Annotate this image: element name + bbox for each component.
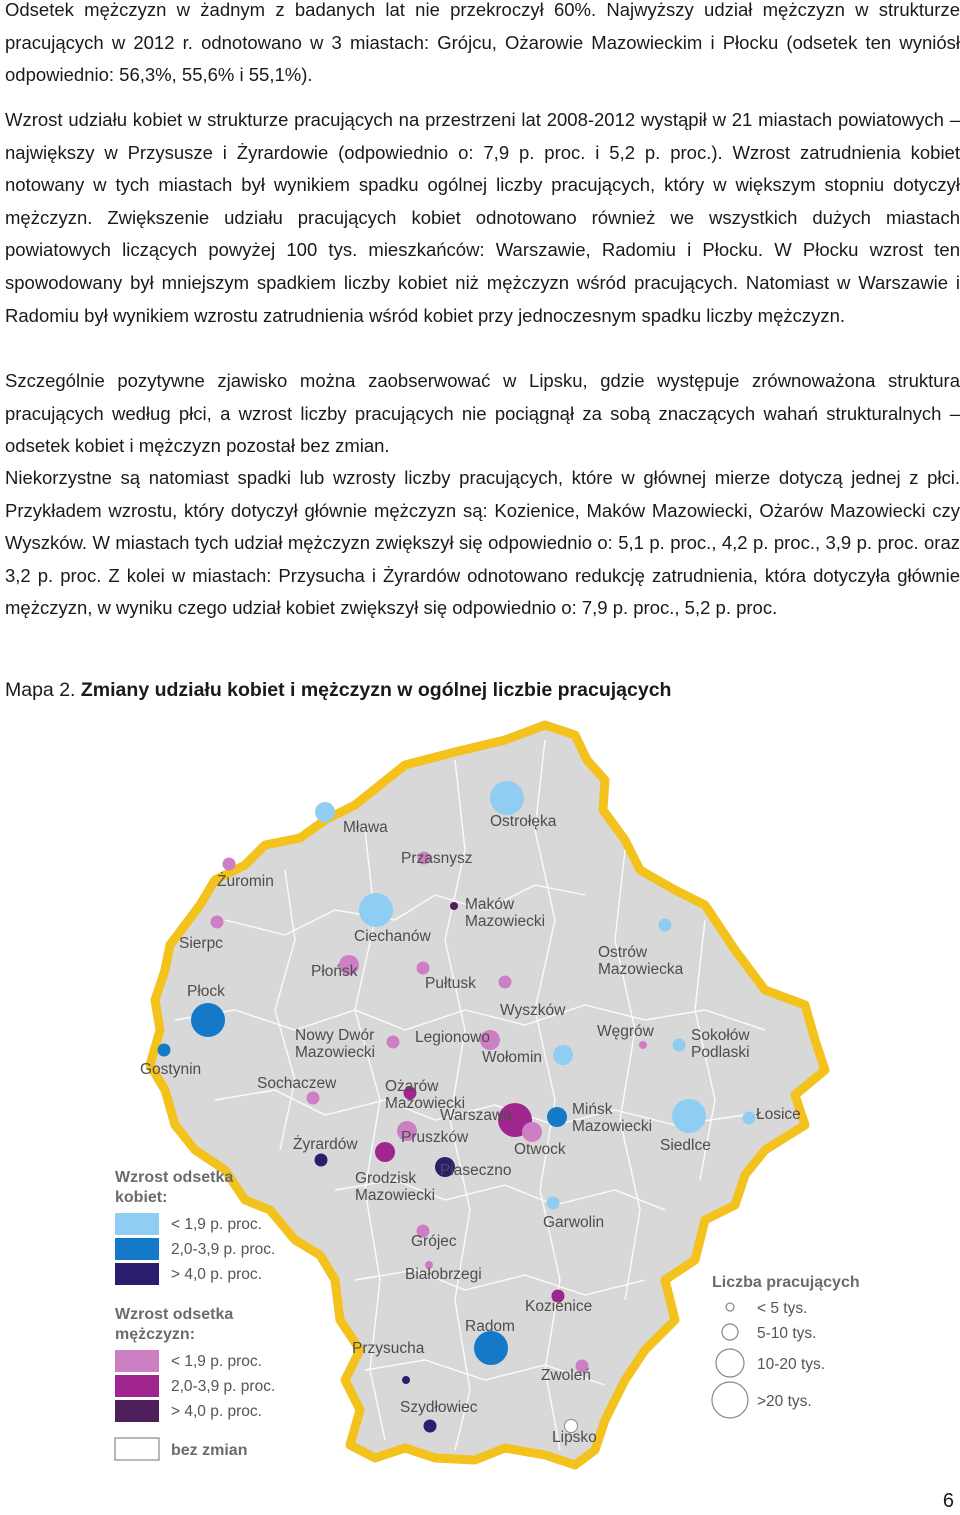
city-marker — [417, 962, 430, 975]
city-marker — [359, 893, 393, 927]
city-label: Żyrardów — [293, 1136, 358, 1153]
legend-size-circle-3 — [716, 1349, 744, 1377]
paragraph-lipsko: Szczególnie pozytywne zjawisko można zaobserwować w Lipsku, gdzie występuje zrównoważona struktura pracujących według płci, a wzrost liczby pracujących nie pociągnął za sobą znaczących wahań strukturalnych – odsetek kobiet i mężczyzn pozostał bez zmian. — [5, 370, 960, 457]
city-marker — [375, 1142, 395, 1162]
city-label: Ożarów Mazowiecki — [385, 1078, 466, 1112]
legend-size-circle-2 — [722, 1324, 738, 1340]
city-marker — [211, 916, 224, 929]
legend-men-title-2: mężczyzn: — [115, 1326, 196, 1343]
legend-size — [712, 1274, 860, 1418]
city-label: Sokołów Podlaski — [691, 1027, 750, 1061]
legend-women-mid: 2,0-3,9 p. proc. — [171, 1241, 276, 1258]
legend-nochange-swatch — [115, 1438, 159, 1460]
city-marker — [672, 1099, 706, 1133]
city-marker — [522, 1122, 542, 1142]
city-label: Przysucha — [352, 1340, 425, 1357]
legend-size-circle-1 — [726, 1303, 734, 1311]
legend-men-high: > 4,0 p. proc. — [171, 1403, 262, 1420]
city-marker — [639, 1041, 647, 1049]
legend-men-title-1: Wzrost odsetka — [115, 1306, 234, 1323]
city-label: Przasnysz — [401, 850, 473, 867]
city-label: Zwoleń — [541, 1367, 591, 1384]
legend-women-title-2: kobiet: — [115, 1189, 168, 1206]
city-label: Ciechanów — [354, 928, 431, 945]
city-marker — [743, 1112, 756, 1125]
city-marker — [424, 1420, 437, 1433]
city-label: Pułtusk — [425, 975, 476, 992]
legend-women-swatch-high — [115, 1263, 159, 1285]
city-label: Wołomin — [482, 1049, 543, 1066]
legend-men-low: < 1,9 p. proc. — [171, 1353, 262, 1370]
city-marker — [499, 976, 512, 989]
city-marker — [553, 1045, 573, 1065]
city-label: Wyszków — [500, 1002, 566, 1019]
city-marker — [673, 1039, 686, 1052]
city-label: Legionowo — [415, 1029, 490, 1046]
legend-size-4: >20 tys. — [757, 1393, 812, 1410]
city-marker — [387, 1036, 400, 1049]
city-label: Siedlce — [660, 1137, 711, 1154]
city-marker — [307, 1092, 320, 1105]
city-marker — [547, 1107, 567, 1127]
map-caption-title: Zmiany udziału kobiet i mężczyzn w ogólnej liczbie pracujących — [80, 679, 672, 701]
city-marker — [223, 858, 236, 871]
city-label: Garwolin — [543, 1214, 605, 1231]
paragraph-unfavourable: Niekorzystne są natomiast spadki lub wzrosty liczby pracujących, które w głównej mierze dotyczą jednej z płci. Przykładem wzrostu, który dotyczył głównie mężczyzn są: Kozienice, Maków Mazowiecki, Ożarów Mazowiecki czy Wyszków. W miastach tych udział mężczyzn zwiększył się odpowiednio o: 5,1 p. proc., 4,2 p. proc., 3,9 p. proc. oraz 3,2 p. proc. Z kolei w miastach: Przysucha i Żyrardów odnotowano redukcję zatrudnienia, która dotyczyła głównie mężczyzn, w wyniku czego udział kobiet zwiększył się odpowiednio o: 7,9 p. proc., 5,2 p. proc. — [5, 467, 960, 619]
city-label: Grójec — [411, 1233, 457, 1250]
legend-women-swatch-mid — [115, 1238, 159, 1260]
city-label: Radom — [465, 1318, 515, 1335]
city-marker — [315, 1154, 328, 1167]
city-label: Otwock — [514, 1141, 566, 1158]
legend-size-2: 5-10 tys. — [757, 1325, 817, 1342]
city-marker — [158, 1044, 171, 1057]
legend-women-swatch-low — [115, 1213, 159, 1235]
city-marker — [450, 902, 458, 910]
legend-men — [115, 1306, 275, 1460]
city-label: Mińsk Mazowiecki — [572, 1101, 653, 1135]
city-label: Warszawa — [440, 1107, 512, 1124]
legend-women-low: < 1,9 p. proc. — [171, 1216, 262, 1233]
paragraph-men-share: Odsetek mężczyzn w żadnym z badanych lat nie przekroczył 60%. Najwyższy udział mężczyzn w strukturze pracujących w 2012 r. odnotowano w 3 miastach: Grójcu, Ożarowie Mazowieckim i Płocku (odsetek ten wyniósł odpowiednio: 56,3%, 55,6% i 55,1%). — [5, 0, 960, 86]
city-marker — [191, 1003, 225, 1037]
city-label: Gostynin — [140, 1061, 202, 1078]
mazovia-map — [105, 720, 865, 1480]
city-label: Kozienice — [525, 1298, 593, 1315]
city-label: Lipsko — [552, 1429, 597, 1446]
city-label: Węgrów — [597, 1023, 654, 1040]
city-label: Szydłowiec — [400, 1399, 478, 1416]
city-label: Sochaczew — [257, 1075, 337, 1092]
legend-no-change: bez zmian — [171, 1442, 248, 1459]
map-caption — [5, 679, 671, 702]
map-caption-label: Mapa 2. — [5, 679, 76, 701]
page-number: 6 — [942, 1490, 954, 1512]
legend-men-mid: 2,0-3,9 p. proc. — [171, 1378, 276, 1395]
city-marker — [547, 1197, 560, 1210]
legend-men-swatch-mid — [115, 1375, 159, 1397]
city-marker — [659, 919, 672, 932]
city-label: Pruszków — [401, 1129, 469, 1146]
legend-women-title-1: Wzrost odsetka — [115, 1169, 234, 1186]
city-label: Nowy Dwór Mazowiecki — [295, 1027, 376, 1061]
legend-size-3: 10-20 tys. — [757, 1356, 826, 1373]
legend-size-circle-4 — [712, 1382, 748, 1418]
city-marker — [490, 781, 524, 815]
legend-men-swatch-low — [115, 1350, 159, 1372]
city-label: Sierpc — [179, 935, 223, 952]
city-przasnysz — [401, 850, 473, 867]
legend-size-title: Liczba pracujących — [712, 1274, 860, 1291]
city-label: Płońsk — [311, 963, 358, 980]
city-label: Ostrów Mazowiecka — [598, 944, 684, 978]
city-marker — [474, 1331, 508, 1365]
city-label: Grodzisk Mazowiecki — [355, 1170, 436, 1204]
city-marker — [402, 1376, 410, 1384]
city-label: Łosice — [756, 1106, 801, 1123]
city-label: Piaseczno — [440, 1162, 512, 1179]
legend-size-1: < 5 tys. — [757, 1300, 808, 1317]
city-label: Mława — [343, 819, 388, 836]
legend-men-swatch-high — [115, 1400, 159, 1422]
city-label: Białobrzegi — [405, 1266, 482, 1283]
city-label: Płock — [187, 983, 225, 1000]
legend-women-high: > 4,0 p. proc. — [171, 1266, 262, 1283]
city-label: Żuromin — [217, 873, 274, 890]
city-label: Ostrołęka — [490, 813, 557, 830]
city-marker — [315, 802, 335, 822]
city-label: Maków Mazowiecki — [465, 896, 546, 930]
city-wołomin — [482, 1045, 573, 1066]
paragraph-women-increase: Wzrost udziału kobiet w strukturze pracujących na przestrzeni lat 2008-2012 wystąpił w 21 miastach powiatowych – największy w Przysusze i Żyrardowie (odpowiednio o: 7,9 p. proc. i 5,2 p. proc.). Wzrost zatrudnienia kobiet notowany w tych miastach był wynikiem spadku ogólnej liczby pracujących, który w większym stopniu dotyczył mężczyzn. Zwiększenie udziału pracujących kobiet odnotowano również we wszystkich dużych miastach powiatowych liczących powyżej 100 tys. mieszkańców: Warszawie, Radomiu i Płocku. W Płocku wzrost ten spowodowany był mniejszym spadkiem liczby kobiet niż mężczyzn wśród pracujących. Natomiast w Warszawie i Radomiu był wynikiem wzrostu zatrudnienia wśród kobiet przy jednoczesnym spadku liczby mężczyzn. — [5, 109, 960, 326]
